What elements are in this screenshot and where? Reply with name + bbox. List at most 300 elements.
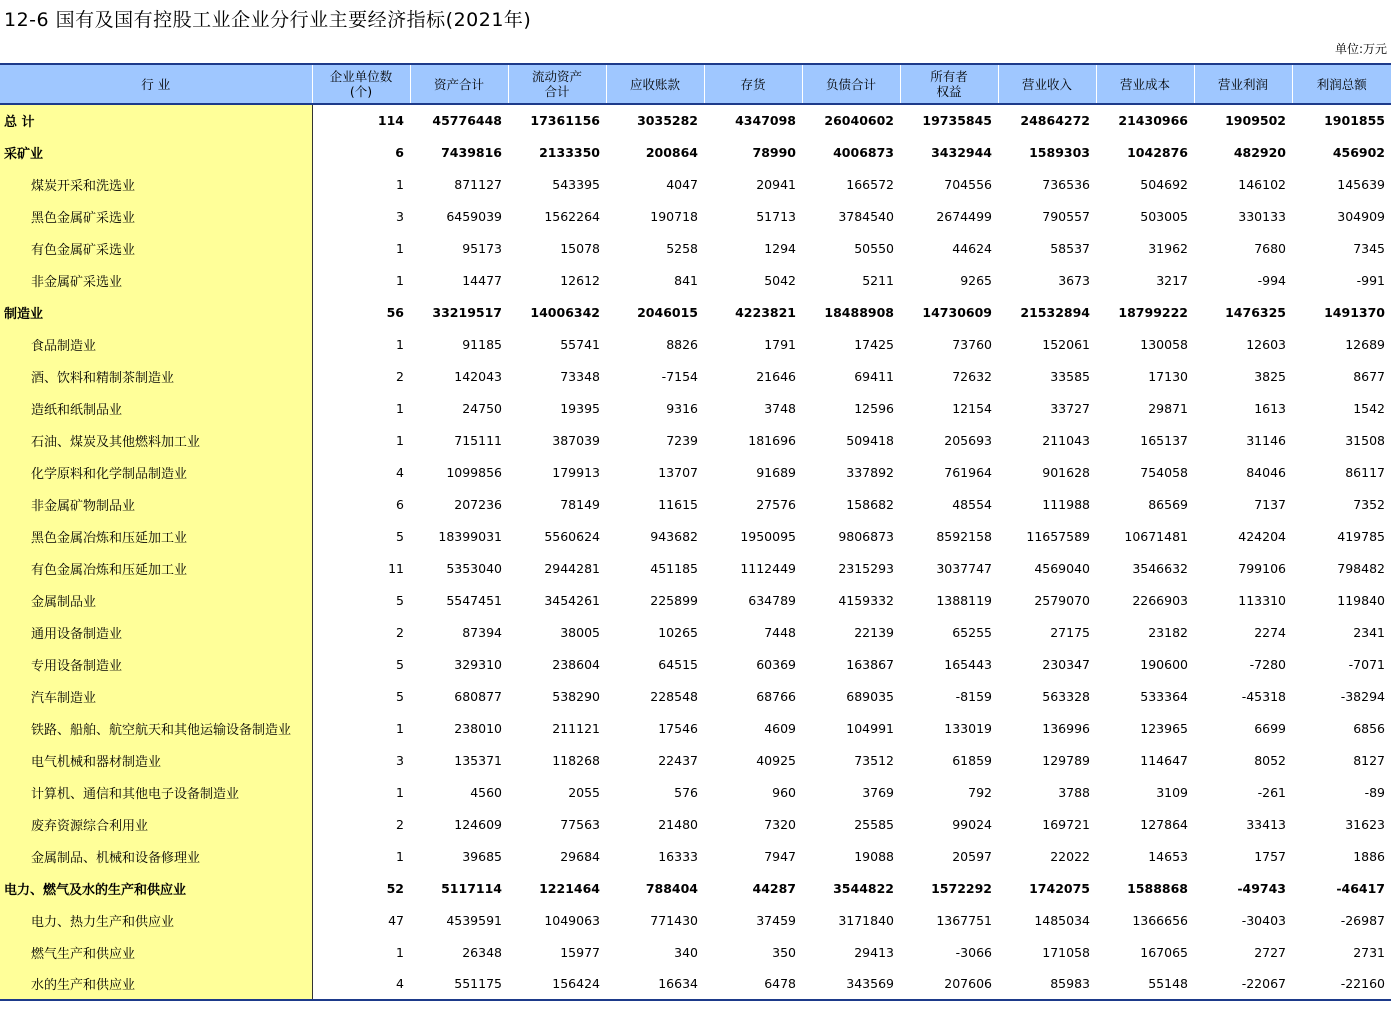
value-cell: -89 <box>1364 784 1385 800</box>
value-cell: 190718 <box>650 208 698 224</box>
value-cell: 228548 <box>650 688 698 704</box>
value-cell: 55741 <box>560 336 600 352</box>
value-cell: 104991 <box>846 720 894 736</box>
indicator-table <box>0 63 1391 1001</box>
value-cell: 33727 <box>1050 400 1090 416</box>
value-cell: 211043 <box>1042 432 1090 448</box>
value-cell: 3035282 <box>637 113 698 128</box>
value-cell: 1388119 <box>936 592 992 608</box>
table-row <box>0 168 1391 200</box>
value-cell: 1 <box>396 432 404 448</box>
value-cell: 329310 <box>454 656 502 672</box>
value-cell: 171058 <box>1042 944 1090 960</box>
value-cell: -991 <box>1356 272 1385 288</box>
value-cell: -994 <box>1257 272 1286 288</box>
value-cell: 1542 <box>1353 400 1385 416</box>
table-row <box>0 616 1391 648</box>
value-cell: 2 <box>396 624 404 640</box>
value-cell: 343569 <box>802 968 900 1000</box>
industry-name-cell: 食品制造业 <box>0 328 312 360</box>
value-cell: 58537 <box>1050 240 1090 256</box>
value-cell: 960 <box>772 784 796 800</box>
industry-name-cell: 非金属矿采选业 <box>0 264 312 296</box>
value-cell: 12612 <box>560 272 600 288</box>
value-cell: 18488908 <box>824 304 894 320</box>
table-row <box>0 680 1391 712</box>
value-cell: 19088 <box>854 848 894 864</box>
value-cell: 91689 <box>756 464 796 480</box>
value-cell: 5353040 <box>446 560 502 576</box>
value-cell: 22437 <box>658 752 698 768</box>
value-cell: 152061 <box>1042 336 1090 352</box>
column-header: 企业单位数 (个) <box>312 64 410 104</box>
value-cell: 2046015 <box>637 304 698 320</box>
table-row <box>0 776 1391 808</box>
column-header: 行 业 <box>0 64 312 104</box>
table-row <box>0 808 1391 840</box>
value-cell: 84046 <box>1246 464 1286 480</box>
value-cell: 5 <box>396 592 404 608</box>
value-cell: 1562264 <box>544 208 600 224</box>
value-cell: 45776448 <box>432 113 502 128</box>
value-cell: 5117114 <box>441 880 502 896</box>
value-cell: 576 <box>674 784 698 800</box>
industry-name-cell: 电力、热力生产和供应业 <box>0 904 312 936</box>
value-cell: 200864 <box>645 144 698 160</box>
value-cell: 6459039 <box>446 208 502 224</box>
value-cell: 551175 <box>410 968 508 1000</box>
value-cell: 48554 <box>952 496 992 512</box>
value-cell: 3109 <box>1156 784 1188 800</box>
value-cell: 1886 <box>1353 848 1385 864</box>
value-cell: 127864 <box>1140 816 1188 832</box>
value-cell: 14477 <box>462 272 502 288</box>
value-cell: 5 <box>396 656 404 672</box>
value-cell: 841 <box>674 272 698 288</box>
value-cell: 8826 <box>666 336 698 352</box>
value-cell: 17130 <box>1148 368 1188 384</box>
value-cell: 3217 <box>1156 272 1188 288</box>
value-cell: 14653 <box>1148 848 1188 864</box>
value-cell: 1 <box>396 720 404 736</box>
value-cell: -261 <box>1257 784 1286 800</box>
value-cell: 1 <box>396 240 404 256</box>
value-cell: 169721 <box>1042 816 1090 832</box>
industry-name-cell: 通用设备制造业 <box>0 616 312 648</box>
table-row <box>0 872 1391 904</box>
table-row <box>0 296 1391 328</box>
value-cell: 55148 <box>1096 968 1194 1000</box>
value-cell: 22022 <box>1050 848 1090 864</box>
value-cell: 2055 <box>568 784 600 800</box>
value-cell: 19735845 <box>922 113 992 128</box>
value-cell: -22160 <box>1292 968 1391 1000</box>
value-cell: 4 <box>312 968 410 1000</box>
value-cell: 29871 <box>1148 400 1188 416</box>
value-cell: 12689 <box>1345 336 1385 352</box>
value-cell: 21646 <box>756 368 796 384</box>
value-cell: 1613 <box>1254 400 1286 416</box>
value-cell: 37459 <box>756 912 796 928</box>
industry-name-cell: 煤炭开采和洗选业 <box>0 168 312 200</box>
value-cell: 47 <box>388 912 404 928</box>
value-cell: 7439816 <box>441 144 502 160</box>
value-cell: 5258 <box>666 240 698 256</box>
table-row <box>0 584 1391 616</box>
value-cell: 179913 <box>552 464 600 480</box>
value-cell: 207236 <box>454 496 502 512</box>
value-cell: 2266903 <box>1132 592 1188 608</box>
value-cell: 1221464 <box>539 880 600 896</box>
table-row <box>0 840 1391 872</box>
value-cell: 901628 <box>1042 464 1090 480</box>
value-cell: 792 <box>968 784 992 800</box>
industry-name-cell: 采矿业 <box>0 136 312 168</box>
value-cell: 10671481 <box>1124 528 1188 544</box>
value-cell: 135371 <box>454 752 502 768</box>
value-cell: 145639 <box>1337 176 1385 192</box>
value-cell: 14006342 <box>530 304 600 320</box>
column-header: 所有者 权益 <box>900 64 998 104</box>
value-cell: 156424 <box>508 968 606 1000</box>
table-row <box>0 360 1391 392</box>
value-cell: 18399031 <box>438 528 502 544</box>
value-cell: 113310 <box>1238 592 1286 608</box>
value-cell: 3171840 <box>838 912 894 928</box>
value-cell: 44287 <box>752 880 796 896</box>
value-cell: 482920 <box>1233 144 1286 160</box>
value-cell: 39685 <box>462 848 502 864</box>
value-cell: -8159 <box>955 688 992 704</box>
value-cell: 238604 <box>552 656 600 672</box>
value-cell: 1950095 <box>740 528 796 544</box>
value-cell: 124609 <box>454 816 502 832</box>
value-cell: 205693 <box>944 432 992 448</box>
column-header: 存货 <box>704 64 802 104</box>
table-row <box>0 104 1391 136</box>
value-cell: 6699 <box>1254 720 1286 736</box>
value-cell: 7137 <box>1254 496 1286 512</box>
value-cell: 12596 <box>854 400 894 416</box>
value-cell: 7448 <box>764 624 796 640</box>
value-cell: 754058 <box>1140 464 1188 480</box>
value-cell: 15078 <box>560 240 600 256</box>
table-row <box>0 904 1391 936</box>
value-cell: 1 <box>396 176 404 192</box>
table-row <box>0 456 1391 488</box>
value-cell: 3769 <box>862 784 894 800</box>
value-cell: 304909 <box>1337 208 1385 224</box>
value-cell: 64515 <box>658 656 698 672</box>
value-cell: 6478 <box>704 968 802 1000</box>
column-header: 营业收入 <box>998 64 1096 104</box>
table-body <box>0 104 1391 1000</box>
value-cell: 4569040 <box>1034 560 1090 576</box>
value-cell: 2 <box>396 816 404 832</box>
value-cell: 1572292 <box>931 880 992 896</box>
industry-name-cell: 酒、饮料和精制茶制造业 <box>0 360 312 392</box>
value-cell: 72632 <box>952 368 992 384</box>
value-cell: 5211 <box>862 272 894 288</box>
value-cell: 21532894 <box>1020 304 1090 320</box>
value-cell: 31962 <box>1148 240 1188 256</box>
value-cell: 451185 <box>650 560 698 576</box>
industry-name-cell: 金属制品、机械和设备修理业 <box>0 840 312 872</box>
value-cell: 387039 <box>552 432 600 448</box>
value-cell: 1757 <box>1254 848 1286 864</box>
value-cell: 23182 <box>1148 624 1188 640</box>
value-cell: 2274 <box>1254 624 1286 640</box>
table-header-row <box>0 64 1391 104</box>
value-cell: 2341 <box>1353 624 1385 640</box>
value-cell: 5 <box>396 528 404 544</box>
value-cell: 504692 <box>1140 176 1188 192</box>
value-cell: 1 <box>396 944 404 960</box>
value-cell: 114 <box>377 113 404 128</box>
value-cell: 13707 <box>658 464 698 480</box>
value-cell: 20597 <box>952 848 992 864</box>
value-cell: 60369 <box>756 656 796 672</box>
value-cell: 133019 <box>944 720 992 736</box>
value-cell: 65255 <box>952 624 992 640</box>
value-cell: -7071 <box>1348 656 1385 672</box>
value-cell: 689035 <box>846 688 894 704</box>
value-cell: 78149 <box>560 496 600 512</box>
value-cell: 419785 <box>1337 528 1385 544</box>
value-cell: 31146 <box>1246 432 1286 448</box>
value-cell: 543395 <box>552 176 600 192</box>
industry-name-cell: 有色金属冶炼和压延加工业 <box>0 552 312 584</box>
value-cell: 538290 <box>552 688 600 704</box>
value-cell: 12154 <box>952 400 992 416</box>
value-cell: 799106 <box>1238 560 1286 576</box>
value-cell: 3784540 <box>838 208 894 224</box>
table-row <box>0 136 1391 168</box>
value-cell: 33413 <box>1246 816 1286 832</box>
value-cell: 40925 <box>756 752 796 768</box>
value-cell: 1099856 <box>446 464 502 480</box>
value-cell: 86117 <box>1345 464 1385 480</box>
value-cell: 16634 <box>606 968 704 1000</box>
industry-name-cell: 燃气生产和供应业 <box>0 936 312 968</box>
value-cell: 7320 <box>764 816 796 832</box>
value-cell: 5547451 <box>446 592 502 608</box>
column-header: 利润总额 <box>1292 64 1391 104</box>
value-cell: 563328 <box>1042 688 1090 704</box>
value-cell: 17425 <box>854 336 894 352</box>
value-cell: 3 <box>396 752 404 768</box>
value-cell: -7154 <box>661 368 698 384</box>
value-cell: 14730609 <box>922 304 992 320</box>
value-cell: 680877 <box>454 688 502 704</box>
value-cell: 2315293 <box>838 560 894 576</box>
value-cell: 6 <box>396 496 404 512</box>
value-cell: 7352 <box>1353 496 1385 512</box>
value-cell: 230347 <box>1042 656 1090 672</box>
value-cell: 165137 <box>1140 432 1188 448</box>
value-cell: 17546 <box>658 720 698 736</box>
industry-name-cell: 非金属矿物制品业 <box>0 488 312 520</box>
value-cell: 4609 <box>764 720 796 736</box>
industry-name-cell: 造纸和纸制品业 <box>0 392 312 424</box>
value-cell: 99024 <box>952 816 992 832</box>
value-cell: 27576 <box>756 496 796 512</box>
value-cell: 1742075 <box>1029 880 1090 896</box>
value-cell: 2731 <box>1353 944 1385 960</box>
value-cell: 4560 <box>470 784 502 800</box>
value-cell: 3748 <box>764 400 796 416</box>
value-cell: 69411 <box>854 368 894 384</box>
value-cell: 330133 <box>1238 208 1286 224</box>
value-cell: 167065 <box>1140 944 1188 960</box>
value-cell: 7345 <box>1353 240 1385 256</box>
table-row <box>0 712 1391 744</box>
column-header: 流动资产 合计 <box>508 64 606 104</box>
value-cell: 3546632 <box>1132 560 1188 576</box>
value-cell: -26987 <box>1340 912 1385 928</box>
value-cell: 18799222 <box>1118 304 1188 320</box>
value-cell: 4223821 <box>735 304 796 320</box>
value-cell: 77563 <box>560 816 600 832</box>
value-cell: 1485034 <box>1034 912 1090 928</box>
value-cell: 3037747 <box>936 560 992 576</box>
value-cell: 114647 <box>1140 752 1188 768</box>
value-cell: 9316 <box>666 400 698 416</box>
value-cell: 6 <box>395 144 404 160</box>
value-cell: 1042876 <box>1127 144 1188 160</box>
value-cell: 73348 <box>560 368 600 384</box>
industry-name-cell: 计算机、通信和其他电子设备制造业 <box>0 776 312 808</box>
value-cell: 1588868 <box>1127 880 1188 896</box>
value-cell: 3454261 <box>544 592 600 608</box>
value-cell: 225899 <box>650 592 698 608</box>
value-cell: 509418 <box>846 432 894 448</box>
value-cell: 871127 <box>454 176 502 192</box>
page-title: 12-6 国有及国有控股工业企业分行业主要经济指标(2021年) <box>4 9 532 31</box>
value-cell: 158682 <box>846 496 894 512</box>
value-cell: 704556 <box>944 176 992 192</box>
value-cell: 146102 <box>1238 176 1286 192</box>
value-cell: 1589303 <box>1029 144 1090 160</box>
value-cell: 5042 <box>764 272 796 288</box>
value-cell: 1476325 <box>1225 304 1286 320</box>
table-row <box>0 424 1391 456</box>
value-cell: 1366656 <box>1132 912 1188 928</box>
value-cell: 1 <box>396 272 404 288</box>
column-header: 应收账款 <box>606 64 704 104</box>
value-cell: 337892 <box>846 464 894 480</box>
value-cell: 533364 <box>1140 688 1188 704</box>
value-cell: 4006873 <box>833 144 894 160</box>
table-row <box>0 648 1391 680</box>
value-cell: 7680 <box>1254 240 1286 256</box>
value-cell: 788404 <box>645 880 698 896</box>
value-cell: -7280 <box>1249 656 1286 672</box>
value-cell: 5560624 <box>544 528 600 544</box>
value-cell: 1909502 <box>1225 113 1286 128</box>
value-cell: 17361156 <box>530 113 600 128</box>
table-row <box>0 520 1391 552</box>
table-row <box>0 552 1391 584</box>
value-cell: 142043 <box>454 368 502 384</box>
value-cell: 2133350 <box>539 144 600 160</box>
value-cell: 21430966 <box>1118 113 1188 128</box>
value-cell: 8592158 <box>936 528 992 544</box>
value-cell: 56 <box>386 304 404 320</box>
value-cell: 1 <box>396 400 404 416</box>
value-cell: 31508 <box>1345 432 1385 448</box>
value-cell: 7947 <box>764 848 796 864</box>
value-cell: 26040602 <box>824 113 894 128</box>
value-cell: 4539591 <box>446 912 502 928</box>
value-cell: 16333 <box>658 848 698 864</box>
value-cell: 51713 <box>756 208 796 224</box>
value-cell: 456902 <box>1332 144 1385 160</box>
value-cell: 24750 <box>462 400 502 416</box>
industry-name-cell: 电力、燃气及水的生产和供应业 <box>0 872 312 904</box>
value-cell: 130058 <box>1140 336 1188 352</box>
industry-name-cell: 黑色金属冶炼和压延加工业 <box>0 520 312 552</box>
value-cell: 12603 <box>1246 336 1286 352</box>
column-header: 负债合计 <box>802 64 900 104</box>
value-cell: 798482 <box>1337 560 1385 576</box>
value-cell: 6856 <box>1353 720 1385 736</box>
column-header: 营业成本 <box>1096 64 1194 104</box>
unit-label: 单位:万元 <box>1334 42 1387 56</box>
value-cell: 4347098 <box>735 113 796 128</box>
value-cell: 1294 <box>764 240 796 256</box>
industry-name-cell: 黑色金属矿采选业 <box>0 200 312 232</box>
industry-name-cell: 水的生产和供应业 <box>0 968 312 1000</box>
value-cell: 1367751 <box>936 912 992 928</box>
value-cell: 119840 <box>1337 592 1385 608</box>
industry-name-cell: 专用设备制造业 <box>0 648 312 680</box>
value-cell: 340 <box>674 944 698 960</box>
value-cell: 790557 <box>1042 208 1090 224</box>
value-cell: 503005 <box>1140 208 1188 224</box>
value-cell: 3825 <box>1254 368 1286 384</box>
value-cell: 38005 <box>560 624 600 640</box>
value-cell: 771430 <box>650 912 698 928</box>
table-row <box>0 488 1391 520</box>
value-cell: 163867 <box>846 656 894 672</box>
value-cell: 61859 <box>952 752 992 768</box>
value-cell: 1 <box>396 848 404 864</box>
value-cell: 1791 <box>764 336 796 352</box>
value-cell: 1 <box>396 336 404 352</box>
value-cell: 4 <box>396 464 404 480</box>
value-cell: 3673 <box>1058 272 1090 288</box>
value-cell: 111988 <box>1042 496 1090 512</box>
value-cell: 761964 <box>944 464 992 480</box>
value-cell: 33585 <box>1050 368 1090 384</box>
table-row <box>0 264 1391 296</box>
value-cell: 11657589 <box>1026 528 1090 544</box>
value-cell: -46417 <box>1336 880 1385 896</box>
value-cell: 20941 <box>756 176 796 192</box>
value-cell: 8677 <box>1353 368 1385 384</box>
value-cell: 11615 <box>658 496 698 512</box>
value-cell: 350 <box>772 944 796 960</box>
value-cell: -30403 <box>1241 912 1286 928</box>
value-cell: -3066 <box>955 944 992 960</box>
value-cell: -22067 <box>1194 968 1292 1000</box>
value-cell: 91185 <box>462 336 502 352</box>
table-row <box>0 392 1391 424</box>
value-cell: 5 <box>396 688 404 704</box>
value-cell: 11 <box>388 560 404 576</box>
table-row <box>0 200 1391 232</box>
